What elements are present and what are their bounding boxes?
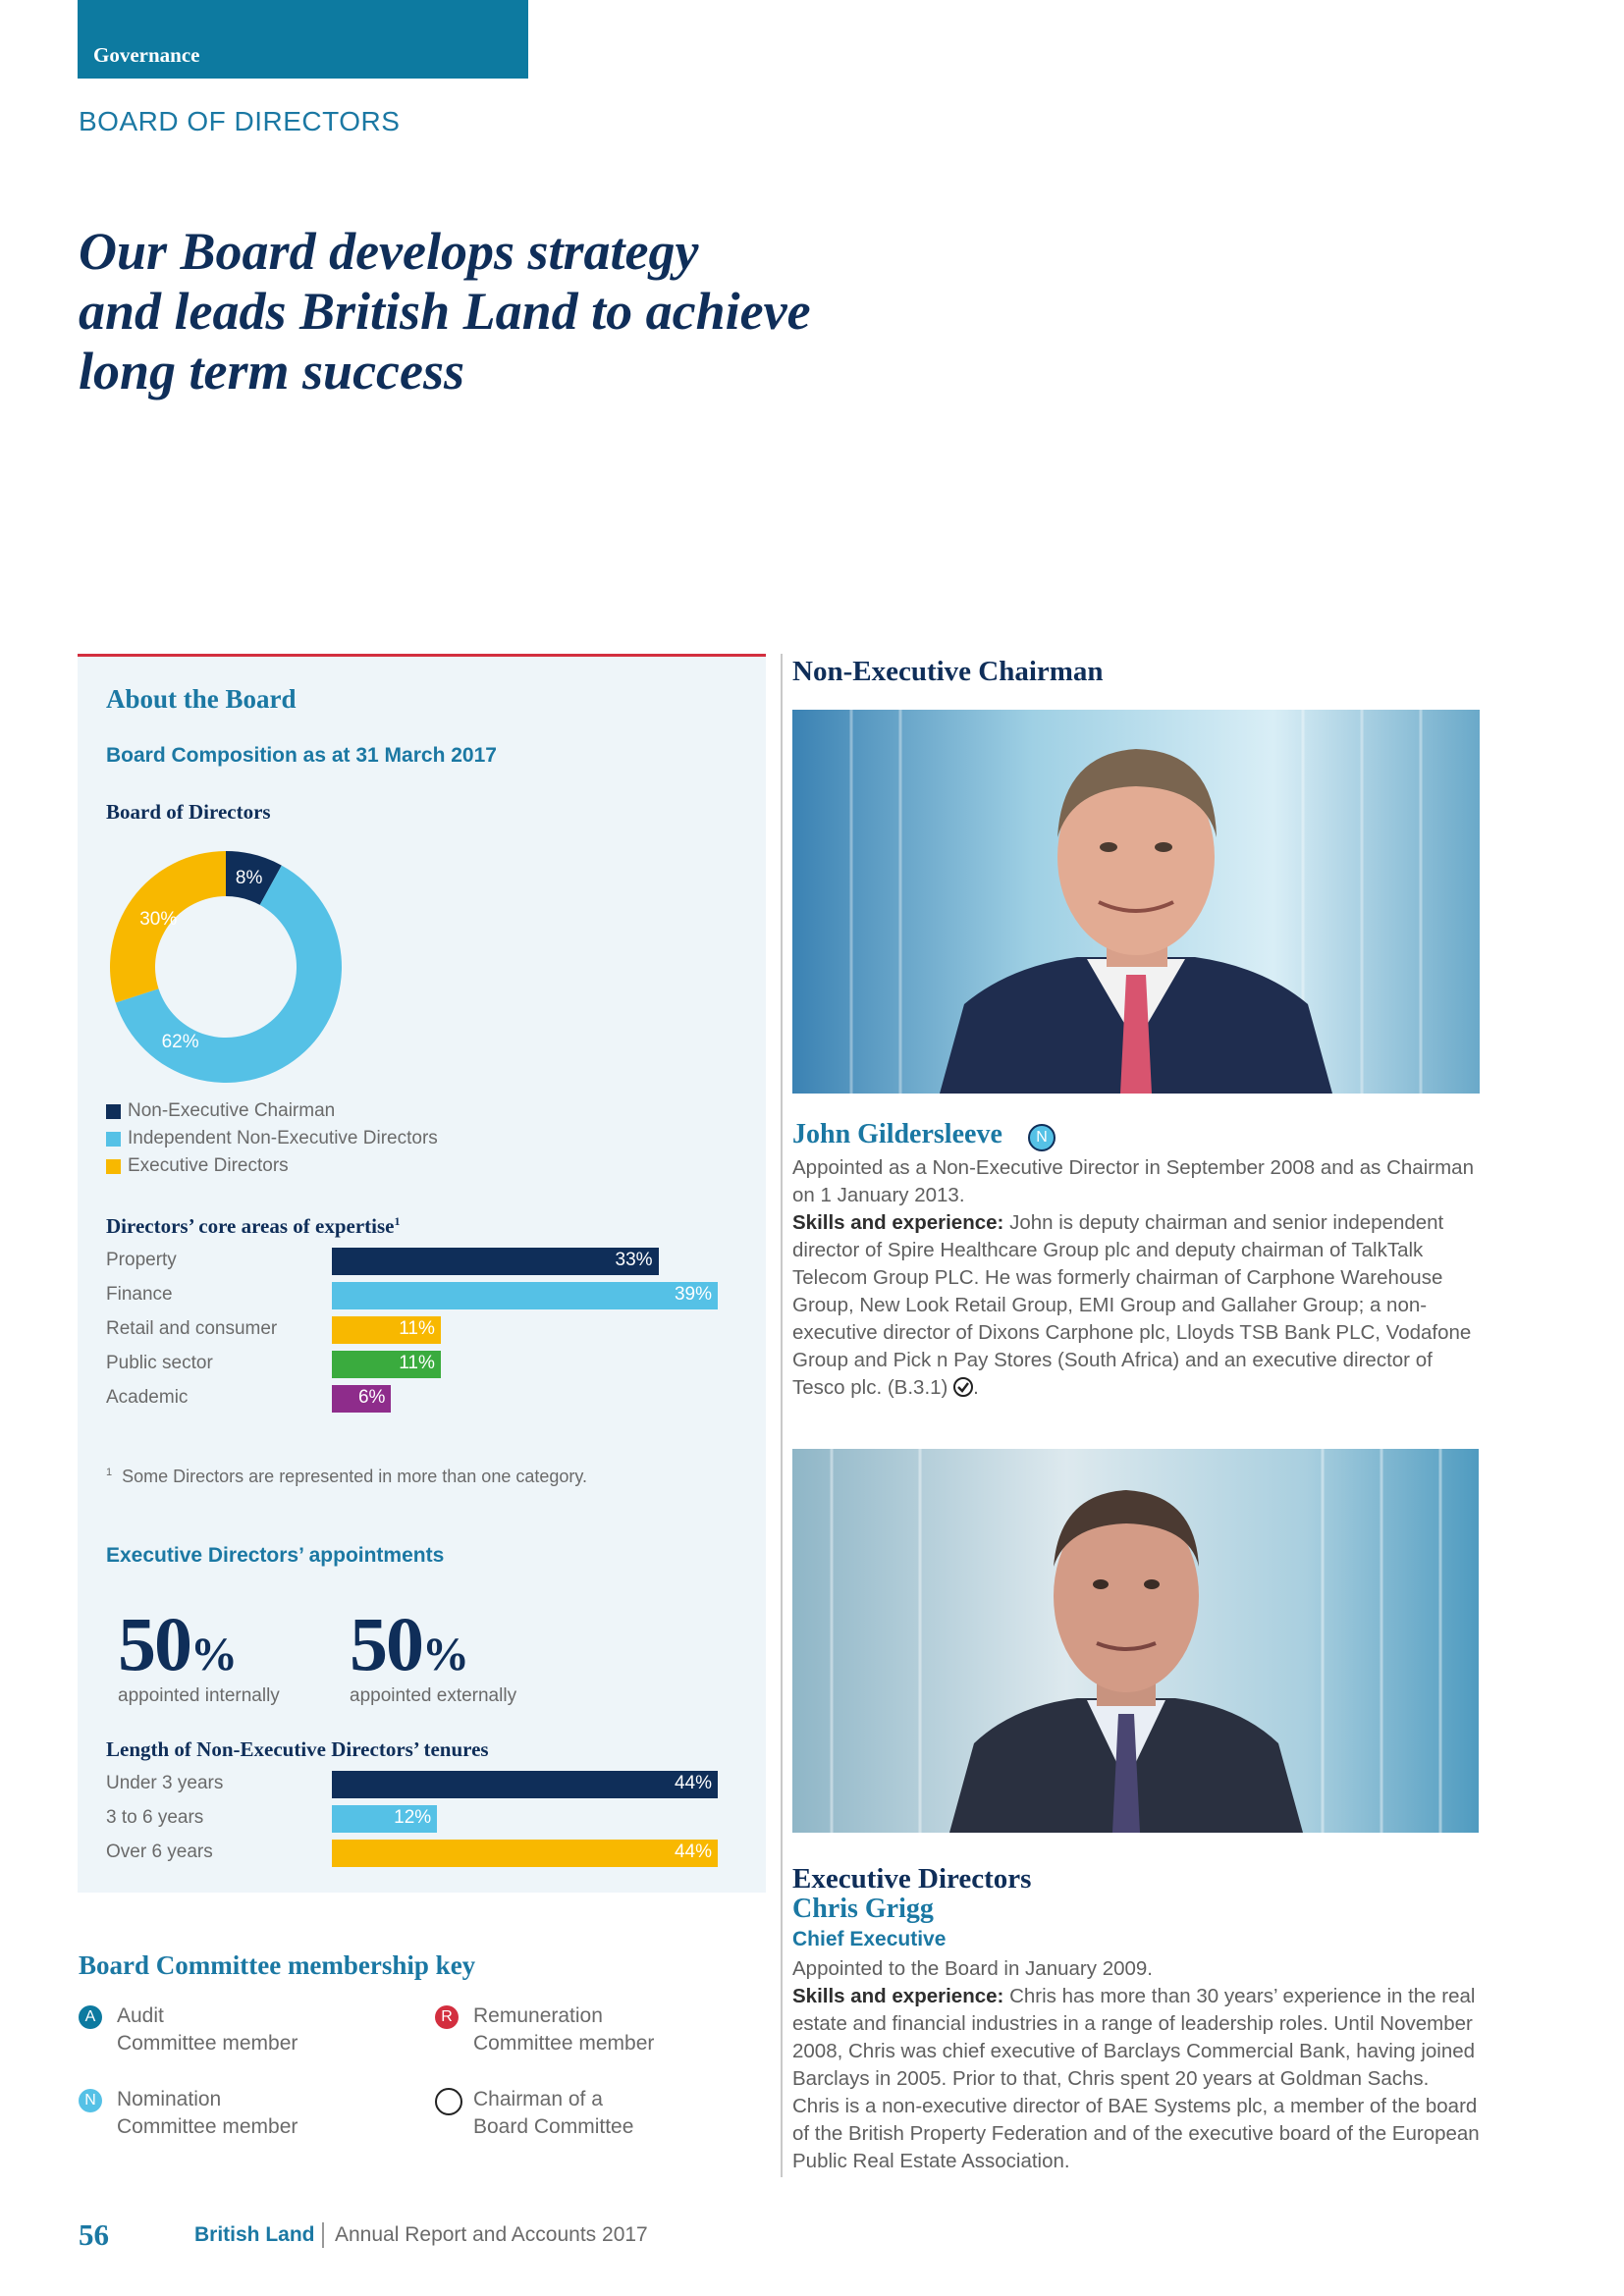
donut-label: 30% xyxy=(139,909,178,931)
nomination-badge-icon: N xyxy=(79,2089,102,2112)
nomination-badge-icon: N xyxy=(1028,1124,1056,1151)
donut-legend xyxy=(106,1097,438,1180)
bar xyxy=(332,1351,441,1378)
bar-value-label: 12% xyxy=(394,1807,432,1828)
bar xyxy=(332,1282,718,1309)
chairman-bio xyxy=(792,1154,1480,1402)
bar-category-label: Public sector xyxy=(106,1353,213,1373)
skills-label: Skills and experience: xyxy=(792,1985,1004,2007)
page-number: 56 xyxy=(79,2217,109,2252)
bar-category-label: 3 to 6 years xyxy=(106,1807,204,1828)
skills-end-mark: . xyxy=(973,1376,979,1399)
page-headline xyxy=(79,222,962,401)
executive-skills xyxy=(792,1983,1480,2175)
external-stat xyxy=(350,1600,469,1688)
column-divider xyxy=(781,654,783,2177)
bar-row xyxy=(106,1770,766,1804)
board-of-directors-label: Board of Directors xyxy=(106,800,271,824)
footer-divider xyxy=(322,2222,324,2248)
footer-report-title: Annual Report and Accounts 2017 xyxy=(335,2223,648,2246)
audit-badge-icon: A xyxy=(79,2005,102,2029)
board-composition-title: Board Composition as at 31 March 2017 xyxy=(106,744,497,767)
headline-line: and leads British Land to achieve xyxy=(79,282,811,341)
internal-percent-sign: % xyxy=(190,1629,238,1681)
executive-directors-title: Executive Directors xyxy=(792,1863,1032,1895)
legend-label: Independent Non-Executive Directors xyxy=(128,1128,438,1148)
tenure-bar-chart xyxy=(106,1770,766,1878)
chief-executive-name: Chris Grigg xyxy=(792,1894,934,1924)
bar-category-label: Over 6 years xyxy=(106,1842,213,1862)
legend-label: Executive Directors xyxy=(128,1155,289,1176)
chairman-appointed: Appointed as a Non-Executive Director in September 2008 and as Chairman on 1 January 2013. xyxy=(792,1156,1474,1206)
key-line-1: Nomination xyxy=(117,2088,222,2110)
internal-label: appointed internally xyxy=(118,1685,280,1706)
bar xyxy=(332,1385,391,1413)
expertise-footnote-mark: 1 xyxy=(394,1214,401,1228)
bar xyxy=(332,1771,718,1798)
footnote-text: Some Directors are represented in more than one category. xyxy=(122,1467,588,1486)
remuneration-badge-icon: R xyxy=(435,2005,459,2029)
internal-stat xyxy=(118,1600,238,1688)
internal-value: 50 xyxy=(118,1601,190,1686)
key-item-nomination xyxy=(79,2086,412,2145)
skills-text: Chris has more than 30 years’ experience in the real estate and financial industries in a range of leadership roles. Until November 2008, Chris was chief executive of Barclays Commercial Bank, having joined Barclays in 2005. Prior to that, Chris spent 20 years at Goldman Sachs. Chris is a non-executive director of BAE Systems plc, a member of the board of the British Property Federation and of the executive board of the European Public Real Estate Association. xyxy=(792,1985,1480,2172)
chairman-skills xyxy=(792,1209,1480,1402)
key-item-audit xyxy=(79,2002,412,2061)
appointments-title: Executive Directors’ appointments xyxy=(106,1544,445,1567)
key-line-2: Committee member xyxy=(117,2032,298,2055)
bar xyxy=(332,1805,437,1833)
chief-executive-bio xyxy=(792,1955,1480,2175)
bar xyxy=(332,1248,659,1275)
bar-category-label: Finance xyxy=(106,1284,173,1305)
chairman-role-title: Non-Executive Chairman xyxy=(792,656,1104,687)
chairman-name: John Gildersleeve xyxy=(792,1119,1002,1149)
key-line-1: Chairman of a xyxy=(473,2088,603,2110)
expertise-footnote xyxy=(106,1467,587,1487)
legend-swatch-light-blue xyxy=(106,1132,121,1147)
committee-key-title: Board Committee membership key xyxy=(79,1950,476,1980)
key-line-2: Committee member xyxy=(117,2115,298,2138)
bar-row xyxy=(106,1281,766,1315)
external-value: 50 xyxy=(350,1601,422,1686)
donut-slices xyxy=(110,851,342,1083)
external-percent-sign: % xyxy=(422,1629,469,1681)
about-board-title: About the Board xyxy=(106,684,297,714)
chairman-circle-icon xyxy=(435,2088,462,2115)
bar-row xyxy=(106,1839,766,1873)
section-label: BOARD OF DIRECTORS xyxy=(79,106,401,136)
bar-value-label: 11% xyxy=(399,1318,435,1339)
key-item-remuneration xyxy=(435,2002,769,2061)
bar-row xyxy=(106,1247,766,1281)
bar-category-label: Academic xyxy=(106,1387,189,1408)
legend-label: Non-Executive Chairman xyxy=(128,1100,336,1121)
governance-tab xyxy=(78,0,528,79)
legend-swatch-navy xyxy=(106,1104,121,1119)
check-circle-icon xyxy=(953,1377,973,1397)
bar-value-label: 44% xyxy=(674,1842,712,1862)
bar-value-label: 33% xyxy=(615,1250,653,1270)
skills-label: Skills and experience: xyxy=(792,1211,1004,1234)
expertise-title xyxy=(106,1214,400,1239)
panel-top-rule xyxy=(78,654,766,657)
legend-swatch-yellow xyxy=(106,1159,121,1174)
chief-executive-photo xyxy=(792,1449,1479,1833)
board-composition-donut xyxy=(98,839,353,1095)
governance-tab-label: Governance xyxy=(93,43,200,67)
bar-value-label: 6% xyxy=(357,1387,386,1408)
bar-category-label: Under 3 years xyxy=(106,1773,224,1793)
external-label: appointed externally xyxy=(350,1685,517,1706)
footer-brand: British Land xyxy=(194,2223,315,2246)
executive-appointed: Appointed to the Board in January 2009. xyxy=(792,1957,1153,1980)
footnote-mark: 1 xyxy=(106,1467,113,1478)
bar-value-label: 39% xyxy=(674,1284,712,1305)
skills-text: John is deputy chairman and senior independent director of Spire Healthcare Group plc and deputy chairman of TalkTalk Telecom Group PLC. He was formerly chairman of Carphone Warehouse Group, New Look Retail Group, EMI Group and Gallaher Group; a non-executive director of Dixons Carphone plc, Lloyds TSB Bank PLC, Vodafone Group and Pick n Pay Stores (South Africa) and an executive director of Tesco plc. (B.3.1) xyxy=(792,1211,1472,1399)
key-item-chairman xyxy=(435,2086,769,2145)
donut-label: 62% xyxy=(161,1031,199,1052)
bar-category-label: Retail and consumer xyxy=(106,1318,278,1339)
chief-executive-title: Chief Executive xyxy=(792,1928,947,1950)
key-line-2: Board Committee xyxy=(473,2115,634,2138)
key-line-1: Audit xyxy=(117,2004,164,2027)
bar xyxy=(332,1316,441,1344)
key-line-1: Remuneration xyxy=(473,2004,603,2027)
expertise-bar-chart xyxy=(106,1247,766,1418)
bar-row xyxy=(106,1350,766,1384)
headline-line: Our Board develops strategy xyxy=(79,222,699,281)
bar-value-label: 44% xyxy=(674,1773,712,1793)
bar-category-label: Property xyxy=(106,1250,177,1270)
legend-item xyxy=(106,1097,438,1125)
legend-item xyxy=(106,1125,438,1152)
chairman-photo xyxy=(792,710,1480,1094)
bar-value-label: 11% xyxy=(399,1353,435,1373)
legend-item xyxy=(106,1152,438,1180)
expertise-title-text: Directors’ core areas of expertise xyxy=(106,1214,395,1238)
headline-line: long term success xyxy=(79,342,465,400)
bar-row xyxy=(106,1315,766,1350)
bar xyxy=(332,1840,718,1867)
bar-row xyxy=(106,1384,766,1418)
tenure-title: Length of Non-Executive Directors’ tenures xyxy=(106,1737,489,1761)
key-line-2: Committee member xyxy=(473,2032,655,2055)
donut-label: 8% xyxy=(235,867,263,888)
bar-row xyxy=(106,1804,766,1839)
